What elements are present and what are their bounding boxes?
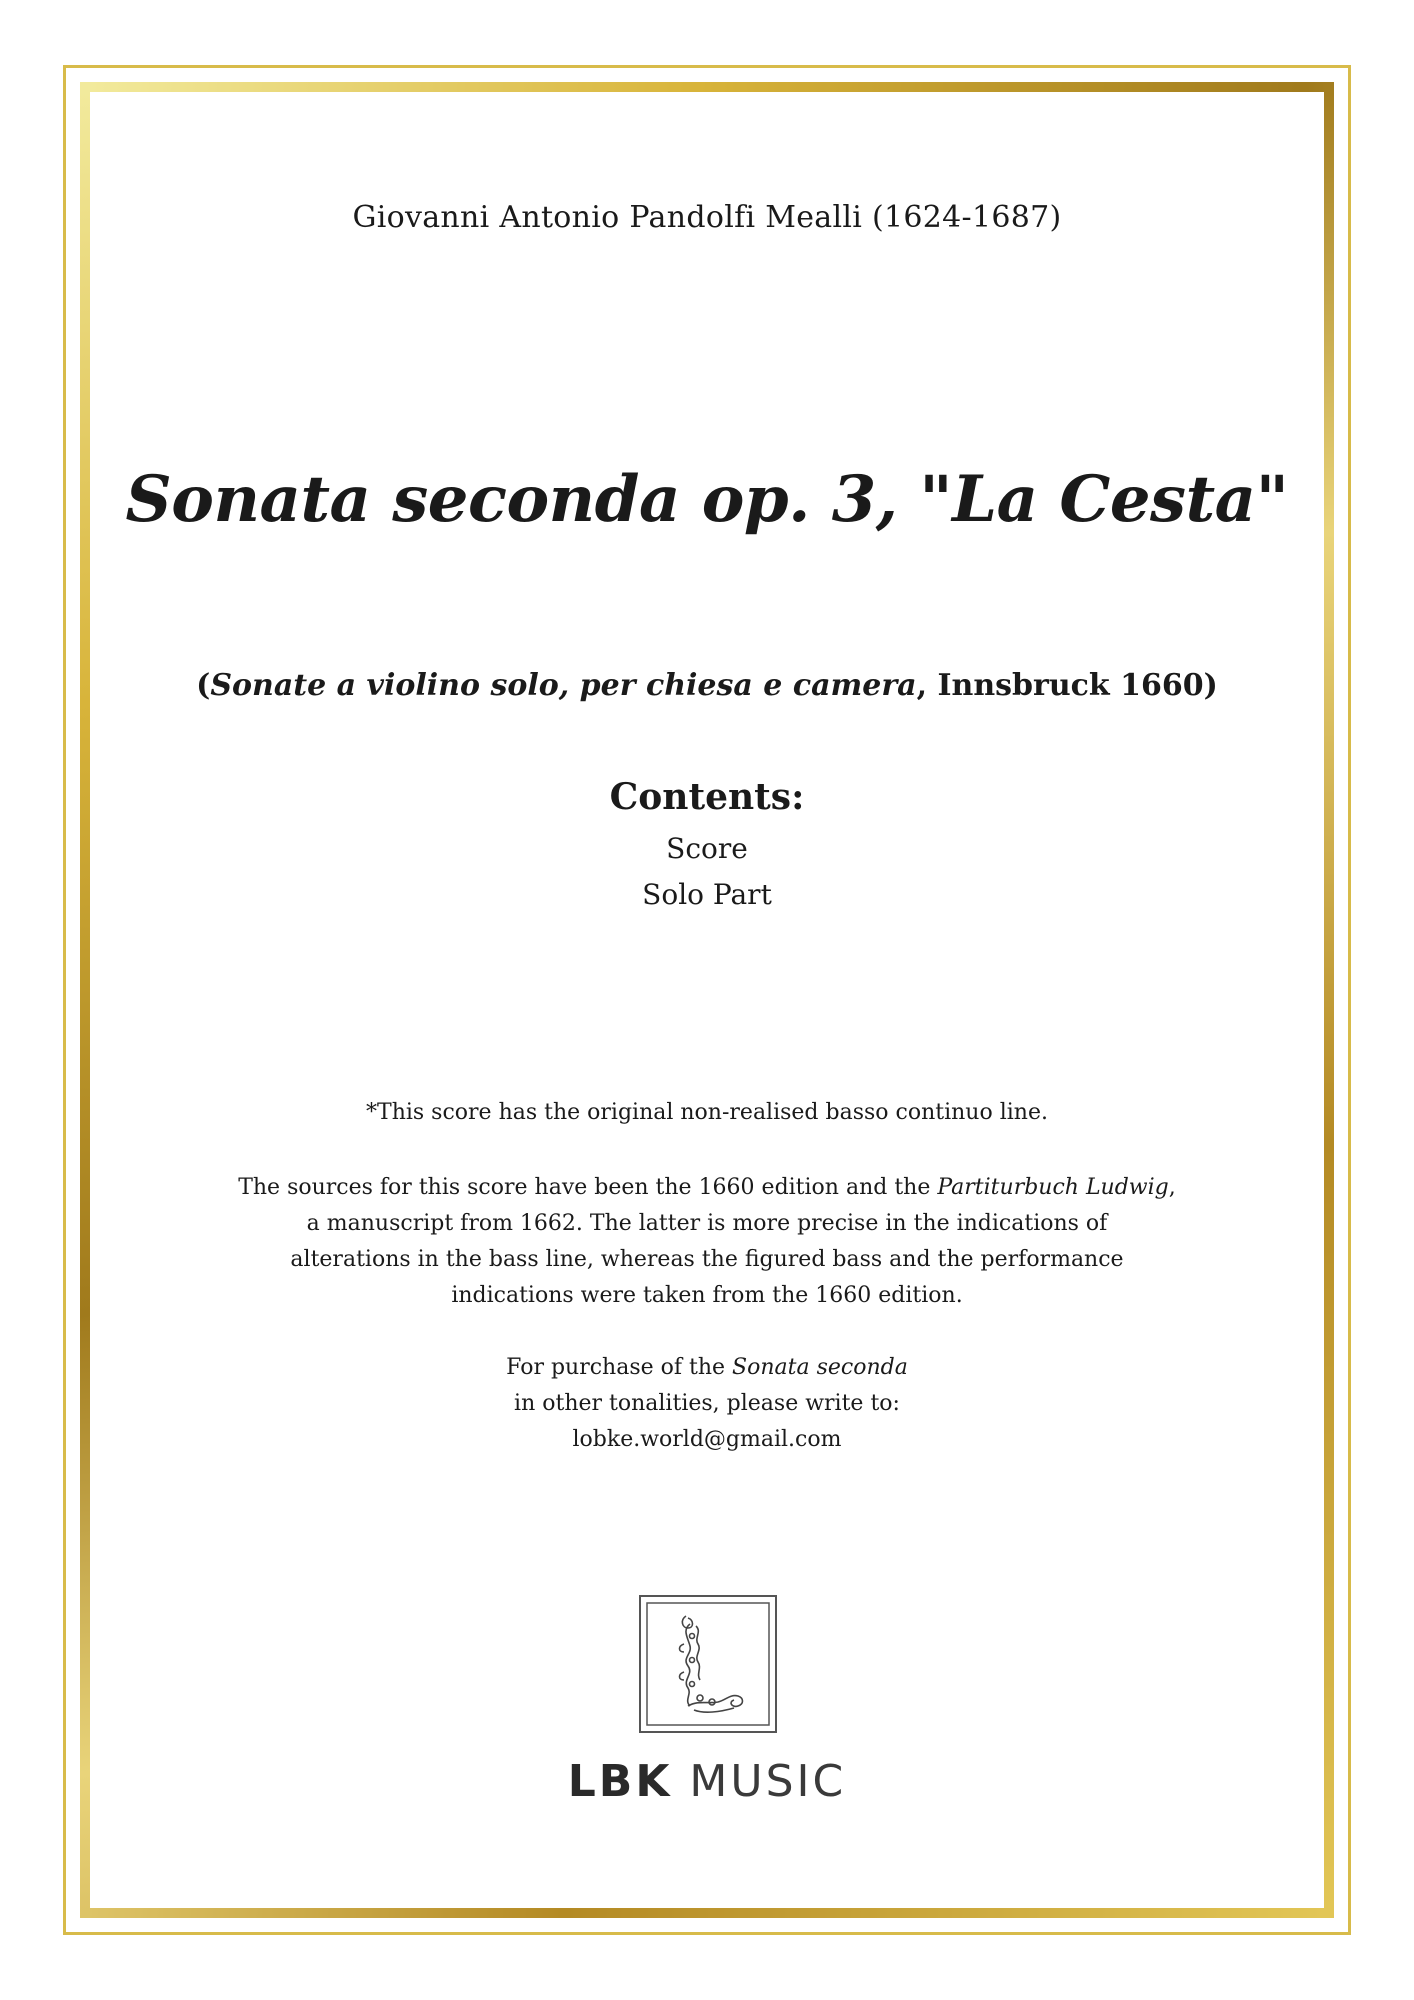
purchase-line-1	[0, 1350, 1414, 1386]
composer-line: Giovanni Antonio Pandolfi Mealli (1624-1687)	[352, 200, 1062, 235]
lbk-logo-icon	[638, 1594, 778, 1734]
subtitle-italic: Sonate a violino solo, per chiesa e camera	[210, 668, 917, 703]
purchase-line-2: in other tonalities, please write to:	[514, 1391, 900, 1416]
sources-line-2: a manuscript from 1662. The latter is more precise in the indications of	[306, 1211, 1108, 1236]
purchase-line-1-text: For purchase of the	[506, 1355, 733, 1380]
contents-heading: Contents:	[609, 776, 805, 818]
purchase-line-1-italic: Sonata seconda	[732, 1355, 908, 1380]
sources-paragraph	[0, 1170, 1414, 1314]
subtitle	[0, 668, 1414, 703]
contents-item-score: Score	[666, 832, 748, 865]
sources-line-4: indications were taken from the 1660 edition.	[451, 1283, 963, 1308]
contents-item-solo-part: Solo Part	[642, 878, 772, 911]
page-title: Sonata seconda op. 3, "La Cesta"	[125, 462, 1289, 537]
brand-light: MUSIC	[672, 1756, 847, 1807]
sources-line-1-text: The sources for this score have been the 1660 edition and the	[238, 1175, 938, 1200]
sources-line-3: alterations in the bass line, whereas the figured bass and the performance	[290, 1247, 1124, 1272]
sources-line-1-comma: ,	[1168, 1175, 1176, 1200]
subtitle-open: (	[196, 668, 211, 703]
continuo-note: *This score has the original non-realised basso continuo line.	[366, 1100, 1048, 1125]
brand-wordmark	[0, 1756, 1414, 1807]
sources-line-1-italic: Partiturbuch Ludwig	[937, 1175, 1169, 1200]
sources-line-1	[0, 1170, 1414, 1206]
brand-bold: LBK	[567, 1756, 673, 1807]
contact-email[interactable]: lobke.world@gmail.com	[572, 1427, 842, 1452]
purchase-paragraph	[0, 1350, 1414, 1458]
subtitle-rest: , Innsbruck 1660)	[916, 668, 1218, 703]
